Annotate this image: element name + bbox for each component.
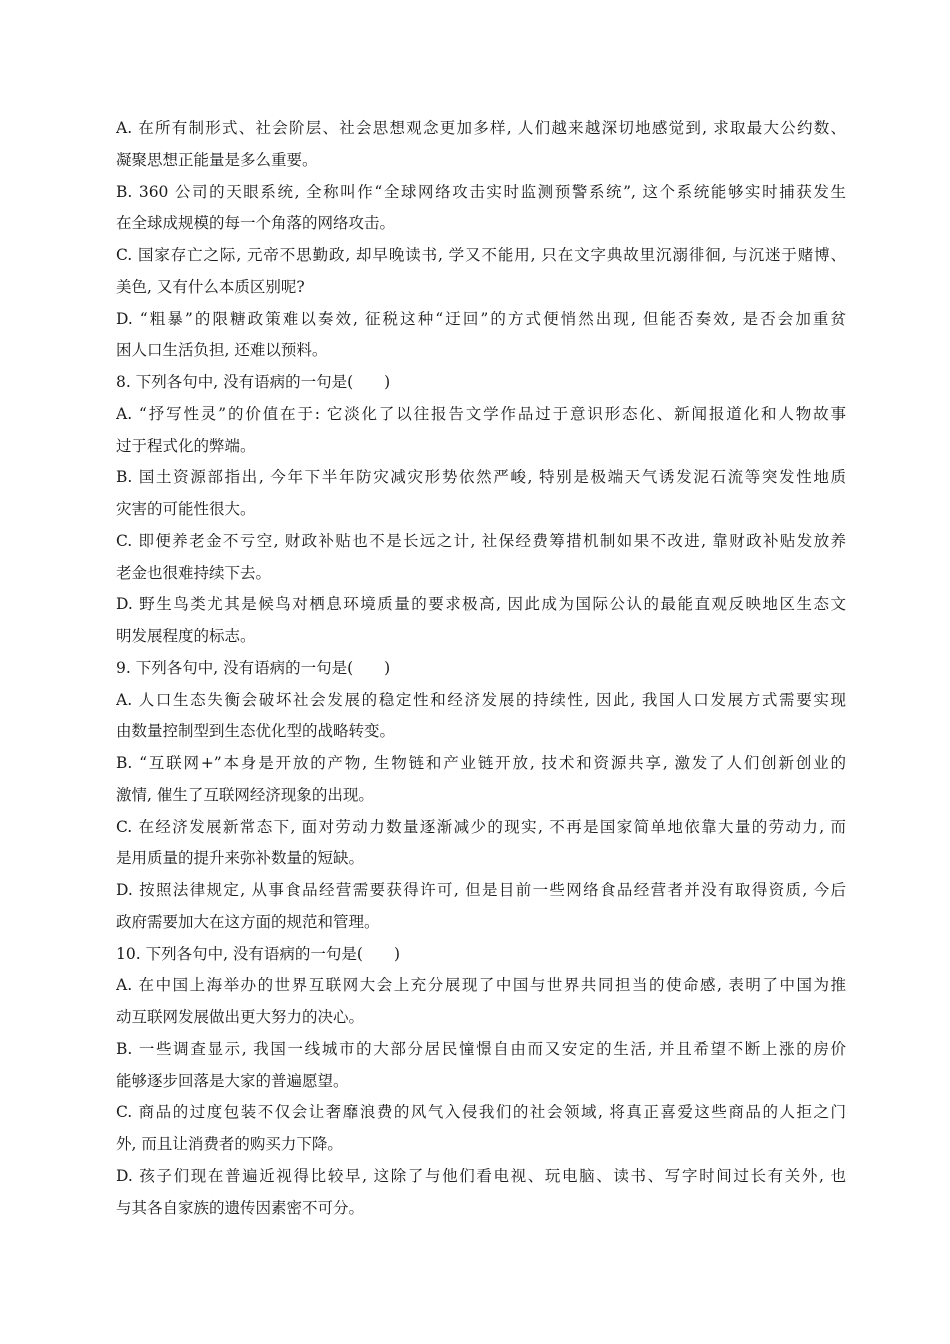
- text-line: A. 在所有制形式、社会阶层、社会思想观念更加多样, 人们越来越深切地感觉到, 求取最大公约数、: [116, 119, 846, 137]
- question-stem: 8. 下列各句中, 没有语病的一句是( ): [116, 373, 391, 391]
- text-line: 美色, 又有什么本质区别呢?: [116, 278, 305, 296]
- text-line: 灾害的可能性很大。: [116, 500, 256, 518]
- text-line: 能够逐步回落是大家的普遍愿望。: [116, 1072, 349, 1090]
- text-line: D. 按照法律规定, 从事食品经营需要获得许可, 但是目前一些网络食品经营者并没有取得资质, 今后: [116, 881, 846, 899]
- text-line: 明发展程度的标志。: [116, 627, 256, 645]
- text-line: B. “互联网+”本身是开放的产物, 生物链和产业链开放, 技术和资源共享, 激发了人们创新创业的: [116, 754, 846, 772]
- text-line: D. 孩子们现在普遍近视得比较早, 这除了与他们看电视、玩电脑、读书、写字时间过长有关外, 也: [116, 1167, 846, 1185]
- question-stem: 9. 下列各句中, 没有语病的一句是( ): [116, 659, 391, 677]
- text-line: 在全球成规模的每一个角落的网络攻击。: [116, 214, 396, 232]
- text-line: C. 国家存亡之际, 元帝不思勤政, 却早晚读书, 学又不能用, 只在文字典故里沉溺徘徊, 与沉迷于赌博、: [116, 246, 846, 264]
- text-line: D. 野生鸟类尤其是候鸟对栖息环境质量的要求极高, 因此成为国际公认的最能直观反映地区生态文: [116, 595, 846, 613]
- text-line: C. 在经济发展新常态下, 面对劳动力数量逐渐减少的现实, 不再是国家简单地依靠大量的劳动力, 而: [116, 818, 846, 836]
- text-line: A. 在中国上海举办的世界互联网大会上充分展现了中国与世界共同担当的使命感, 表明了中国为推: [116, 976, 846, 994]
- text-line: 凝聚思想正能量是多么重要。: [116, 151, 318, 169]
- text-line: 老金也很难持续下去。: [116, 564, 272, 582]
- text-line: 与其各自家族的遗传因素密不可分。: [116, 1199, 365, 1217]
- text-line: A. 人口生态失衡会破坏社会发展的稳定性和经济发展的持续性, 因此, 我国人口发展方式需要实现: [116, 691, 846, 709]
- text-line: 由数量控制型到生态优化型的战略转变。: [116, 722, 396, 740]
- text-line: 激情, 催生了互联网经济现象的出现。: [116, 786, 374, 804]
- text-line: B. 360 公司的天眼系统, 全称叫作“全球网络攻击实时监测预警系统”, 这个系统能够实时捕获发生: [116, 183, 846, 201]
- text-line: A. “抒写性灵”的价值在于: 它淡化了以往报告文学作品过于意识形态化、新闻报道化和人物故事: [116, 405, 846, 423]
- text-line: 政府需要加大在这方面的规范和管理。: [116, 913, 380, 931]
- text-line: C. 即便养老金不亏空, 财政补贴也不是长远之计, 社保经费筹措机制如果不改进, 靠财政补贴发放养: [116, 532, 846, 550]
- text-line: B. 国土资源部指出, 今年下半年防灾减灾形势依然严峻, 特别是极端天气诱发泥石流等突发性地质: [116, 468, 846, 486]
- text-line: C. 商品的过度包装不仅会让奢靡浪费的风气入侵我们的社会领域, 将真正喜爱这些商品的人拒之门: [116, 1103, 846, 1121]
- question-stem: 10. 下列各句中, 没有语病的一句是( ): [116, 945, 401, 963]
- text-line: B. 一些调查显示, 我国一线城市的大部分居民憧憬自由而又安定的生活, 并且希望不断上涨的房价: [116, 1040, 846, 1058]
- text-line: 困人口生活负担, 还难以预料。: [116, 341, 328, 359]
- text-line: 外, 而且让消费者的购买力下降。: [116, 1135, 343, 1153]
- text-line: 动互联网发展做出更大努力的决心。: [116, 1008, 365, 1026]
- text-line: 是用质量的提升来弥补数量的短缺。: [116, 849, 365, 867]
- text-line: D. “粗暴”的限糖政策难以奏效, 征税这种“迂回”的方式便悄然出现, 但能否奏效, 是否会加重贫: [116, 310, 846, 328]
- text-line: 过于程式化的弊端。: [116, 437, 256, 455]
